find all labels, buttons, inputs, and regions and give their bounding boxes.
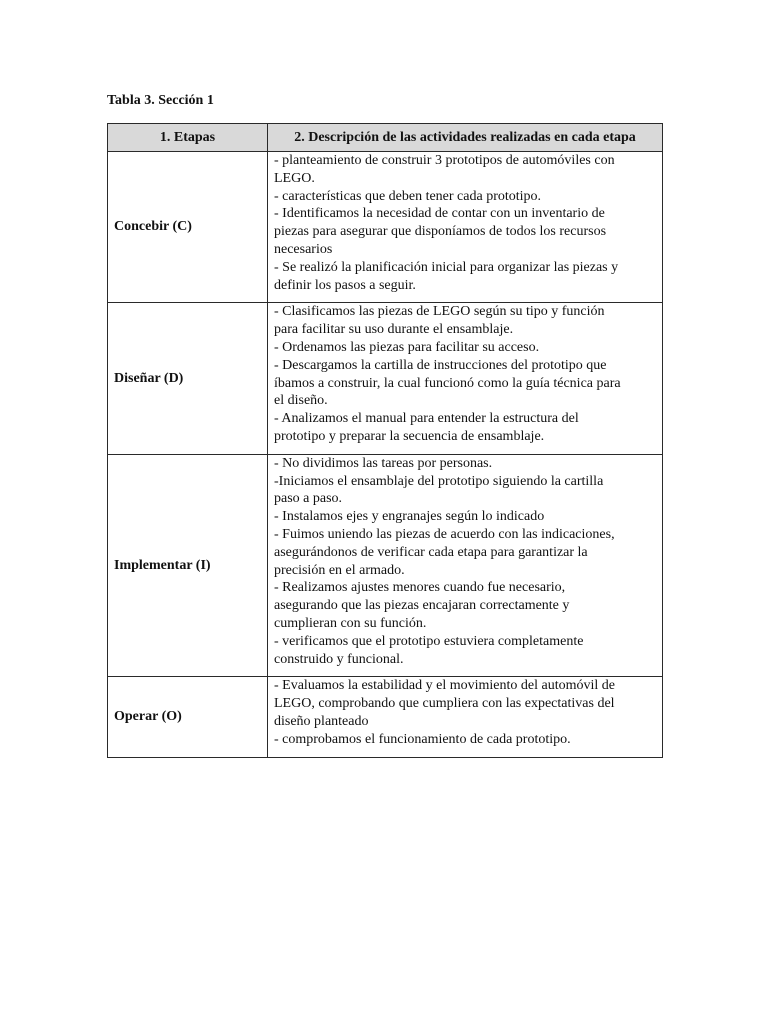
table-caption: Tabla 3. Sección 1: [107, 93, 214, 108]
stage-description-cell: [268, 454, 663, 677]
description-line: - verificamos que el prototipo estuviera completamente: [274, 633, 584, 649]
description-line: necesarios: [274, 241, 333, 257]
description-line: precisión en el armado.: [274, 562, 405, 578]
description-line: el diseño.: [274, 393, 328, 409]
description-line: - Clasificamos las piezas de LEGO según su tipo y función: [274, 304, 605, 320]
description-line: íbamos a construir, la cual funcionó como la guía técnica para: [274, 375, 621, 391]
description-line: - Ordenamos las piezas para facilitar su acceso.: [274, 339, 540, 355]
description-line: - Identificamos la necesidad de contar con un inventario de: [274, 206, 605, 222]
description-line: prototipo y preparar la secuencia de ensamblaje.: [274, 428, 545, 444]
description-line: cumplieran con su función.: [274, 615, 427, 631]
table-row: [108, 677, 663, 757]
stage-description-cell: [268, 677, 663, 757]
table-row: [108, 303, 663, 454]
stage-name-cell: Diseñar (D): [108, 303, 268, 454]
description-line: -Iniciamos el ensamblaje del prototipo siguiendo la cartilla: [274, 473, 604, 489]
stage-name-cell: Operar (O): [108, 677, 268, 757]
description-line: LEGO.: [274, 170, 315, 186]
header-description: 2. Descripción de las actividades realizadas en cada etapa: [268, 124, 663, 152]
description-line: asegurándonos de verificar cada etapa para garantizar la: [274, 544, 588, 560]
description-line: - Instalamos ejes y engranajes según lo indicado: [274, 509, 545, 525]
stage-name-cell: Implementar (I): [108, 454, 268, 677]
stage-description-cell: [268, 152, 663, 303]
header-stages: 1. Etapas: [108, 124, 268, 152]
description-line: piezas para asegurar que disponíamos de todos los recursos: [274, 224, 607, 240]
table-header-row: [108, 124, 663, 152]
description-line: - comprobamos el funcionamiento de cada prototipo.: [274, 731, 571, 747]
stage-description-cell: [268, 303, 663, 454]
stages-activities-table: [107, 123, 663, 758]
table-body: [108, 152, 663, 758]
description-line: - Evaluamos la estabilidad y el movimiento del automóvil de: [274, 678, 615, 694]
description-line: construido y funcional.: [274, 651, 404, 667]
table-row: [108, 454, 663, 677]
description-line: - Analizamos el manual para entender la estructura del: [274, 411, 579, 427]
description-line: para facilitar su uso durante el ensamblaje.: [274, 322, 514, 338]
description-line: - características que deben tener cada prototipo.: [274, 188, 542, 204]
table-row: [108, 152, 663, 303]
description-line: diseño planteado: [274, 713, 369, 729]
description-line: - No dividimos las tareas por personas.: [274, 455, 493, 471]
description-line: - Realizamos ajustes menores cuando fue necesario,: [274, 580, 566, 596]
description-line: definir los pasos a seguir.: [274, 277, 416, 293]
description-line: - Se realizó la planificación inicial para organizar las piezas y: [274, 259, 619, 275]
description-line: paso a paso.: [274, 491, 343, 507]
description-line: asegurando que las piezas encajaran correctamente y: [274, 598, 570, 614]
description-line: - Fuimos uniendo las piezas de acuerdo con las indicaciones,: [274, 526, 615, 542]
description-line: LEGO, comprobando que cumpliera con las expectativas del: [274, 696, 615, 712]
description-line: - planteamiento de construir 3 prototipos de automóviles con: [274, 153, 615, 168]
description-line: - Descargamos la cartilla de instrucciones del prototipo que: [274, 357, 607, 373]
stage-name-cell: Concebir (C): [108, 152, 268, 303]
